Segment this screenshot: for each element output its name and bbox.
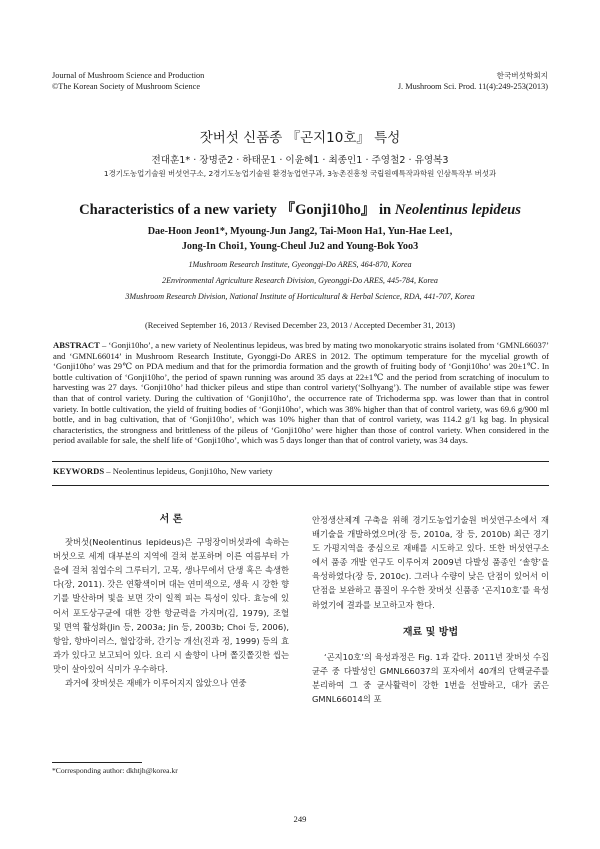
english-authors-line1: Dae-Hoon Jeon1*, Myoung-Jun Jang2, Tai-Moon Ha1, Yun-Hae Lee1,	[147, 226, 453, 237]
affiliation-2: 2Environmental Agriculture Research Division, Gyeonggi-Do ARES, 445-784, Korea	[162, 276, 438, 285]
keywords-bottom-rule	[52, 485, 549, 486]
journal-header-right	[300, 70, 548, 92]
english-authors-line2: Jong-In Choi1, Young-Cheul Ju2 and Young-Bok Yoo3	[181, 241, 419, 252]
korean-title: 잣버섯 신품종 『곤지10호』 특성	[199, 130, 401, 146]
korean-authors: 전대훈1* · 장명준2 · 하태문1 · 이윤혜1 · 최종인1 · 주영철2 · 유영복3	[151, 155, 449, 166]
intro-paragraph-2: 과거에 잣버섯은 재배가 이루어지지 않았으나 연중	[65, 678, 247, 689]
korean-affiliations: 1경기도농업기술원 버섯연구소, 2경기도농업기술원 환경농업연구과, 3농촌진흥청 국립원예특작과학원 인삼특작부 버섯과	[103, 169, 497, 178]
journal-name: Journal of Mushroom Science and Production	[52, 71, 205, 80]
keywords	[53, 466, 549, 476]
section-heading-introduction: 서 론	[159, 514, 183, 525]
received-dates: (Received September 16, 2013 / Revised December 23, 2013 / Accepted December 31, 2013)	[144, 321, 456, 330]
page-number: 249	[293, 814, 307, 824]
intro-paragraph-3: 안정생산체계 구축을 위해 경기도농업기술원 버섯연구소에서 재배기술을 개발하였으며(장 등, 2010a, 장 등, 2010b) 최근 경기도 가평지역을 중심으로 재배를 시도하고 있다. 또한 버섯연구소에서 품종 개발 연구도 이루어져 2009년 다발성 품종인 ‘솔향’을 육성하였다(장 등, 2010c). 그러나 수량이 낮은 단점이 있어서 이 단점을 보완하고 품질이 우수한 잣버섯 신품종 ‘곤지10호’를 육성하였기에 결과를 보고하고자 한다.	[312, 515, 549, 610]
keywords-top-rule	[52, 461, 549, 462]
affiliation-1: 1Mushroom Research Institute, Gyeonggi-Do ARES, 464-870, Korea	[188, 260, 412, 269]
affiliation-3: 3Mushroom Research Division, National Institute of Horticultural & Herbal Science, RDA, 441-707, Korea	[125, 292, 475, 301]
english-title-species: Neolentinus lepideus	[394, 202, 521, 218]
abstract-label: ABSTRACT	[53, 340, 100, 350]
corresponding-author-footnote: *Corresponding author: dkhtjh@korea.kr	[52, 766, 178, 775]
section-heading-methods: 재료 및 방법	[402, 626, 459, 638]
society-name: ©The Korean Society of Mushroom Science	[52, 82, 201, 91]
journal-header-left	[52, 70, 312, 92]
english-title	[0, 198, 600, 219]
abstract-text: – ‘Gonji10ho’, a new variety of Neolentinus lepideus, was bred by mating two monokaryotic strains isolated from ‘GMNL66037’ and ‘GMNL66014’ in Mushroom Research Institute, Gyonggi-Do ARES in 2012. The optimum temperature for the mycelial growth of ‘Gonji10ho’ was 29℃ on PDA medium and that for the primordia formation and the growth of fruiting body of ‘Gonji10ho’ was 20±1℃. In bottle cultivation of ‘Gonji10ho’, the period of spawn running was around 35 days at 22±1℃ and the period from scratching of inoculum to harvesting was 27 days. ‘Gonji10ho’ had thicker pileus and stipe than control variety(‘Solhyang’). The number of available stipe was fewer than that of control variety. During the cultivation of ‘Gonji10ho’, the occurrence rate of Trichoderma spp. was lower than that in control variety. In bottle cultivation, the yield of fruiting bodies of ‘Gonji10ho’, which was 38% higher than that of control variety, was 69.6 g/900 ml bottle, and in bag cultivation, that of ‘Gonji10ho’, which was 10% higher than that of control variety, was 114.2 g/1 kg bag. In physical characteristics, the strongness and brittleness of the pileus of ‘Gonji10ho’ were higher than those of control variety. When considered in the period available for sale, the shelf life of ‘Gonji10ho’, which was 5 days longer than that of control variety, was 34 days.	[53, 340, 549, 446]
footnote-rule	[52, 762, 142, 763]
journal-citation: J. Mushroom Sci. Prod. 11(4):249-253(2013)	[397, 82, 548, 91]
abstract	[53, 340, 549, 446]
right-column	[312, 513, 549, 706]
korean-society-name: 한국버섯학회지	[496, 71, 548, 80]
english-title-prefix: Characteristics of a new variety 『Gonji10ho』 in	[79, 202, 395, 218]
intro-paragraph-1: 잣버섯(Neolentinus lepideus)은 구멍장이버섯과에 속하는 버섯으로 세계 대부분의 지역에 걸쳐 분포하며 이른 여름부터 가을에 걸쳐 침엽수의 그루터기, 고목, 생나무에서 단생 혹은 속생한다(장, 2011). 갓은 연황색이며 대는 연미색으로, 생육 시 강한 향기를 발산하며 빛을 보면 갓이 일찍 피는 특성이 있다. 효능에 있어서 포도상구균에 대한 강한 항균력을 가지며(김, 1979), 조혈 및 면역 활성화(Jin 등, 2003a; Jin 등, 2003b; Choi 등, 2006), 항암, 항바이러스, 혈압강하, 간기능 개선(진과 정, 1999) 등의 효과가 있다고 보고되어 있다. 요리 시 솔향이 나며 쫄깃쫄깃한 씹는 맛이 살아있어 식미가 우수하다.	[53, 537, 289, 674]
left-column	[53, 513, 289, 690]
keywords-label: KEYWORDS	[53, 466, 105, 476]
keywords-text: – Neolentinus lepideus, Gonji10ho, New variety	[106, 466, 273, 476]
methods-paragraph-1: ‘곤지10호’의 육성과정은 Fig. 1과 같다. 2011년 잣버섯 수집균주 중 다발성인 GMNL66037의 포자에서 40개의 단핵균주를 분리하여 그 중 균사활력이 강한 1번을 선발하고, 대가 굵은 GMNL66014의 포	[312, 651, 549, 705]
